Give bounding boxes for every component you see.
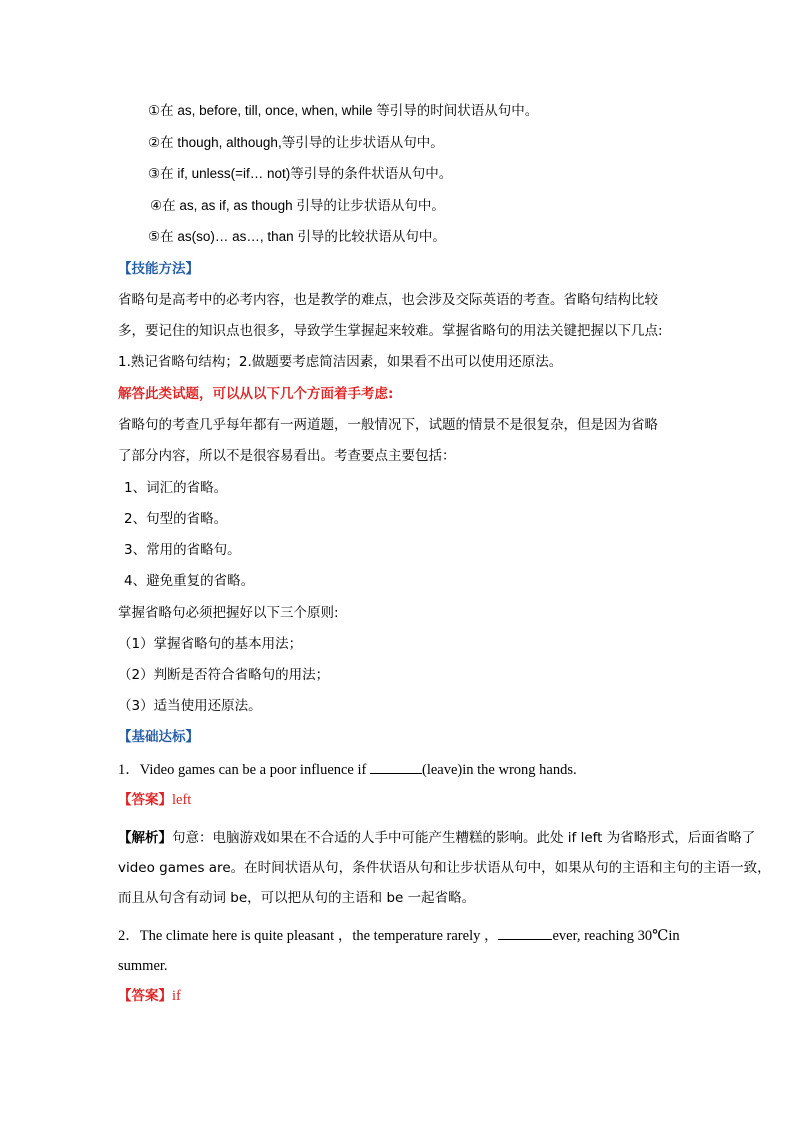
answer-1-label: 【答案】 — [118, 792, 172, 808]
analysis-1-line-1 — [118, 828, 755, 848]
question-2-after: ever, reaching 30℃in — [552, 928, 680, 944]
answer-2 — [118, 986, 181, 1006]
approach-point-4: 4、避免重复的省略。 — [124, 573, 255, 589]
question-1-after: (leave)in the wrong hands. — [421, 762, 577, 778]
principle-2: （2）判断是否符合省略句的用法； — [118, 667, 330, 683]
question-2-before: 2．The climate here is quite pleasant ，the temperature rarely ， — [118, 928, 499, 944]
question-1-blank — [370, 759, 422, 774]
approach-point-3: 3、常用的省略句。 — [124, 542, 241, 558]
principle-1: （1）掌握省略句的基本用法； — [118, 636, 303, 652]
analysis-1-line-3: 而且从句含有动词 be，可以把从句的主语和 be 一起省略。 — [118, 890, 476, 906]
approach-point-2: 2、句型的省略。 — [124, 511, 228, 527]
approach-heading: 解答此类试题，可以从以下几个方面着手考虑: — [118, 386, 394, 402]
answer-2-label: 【答案】 — [118, 988, 172, 1004]
analysis-1-line-2: video games are。在时间状语从句，条件状语从句和让步状语从句中，如果从句的主语和主句的主语一致， — [118, 860, 771, 876]
rule-2: ②在 though, although,等引导的让步状语从句中。 — [148, 135, 444, 150]
question-1-before: 1．Video games can be a poor influence if — [118, 762, 370, 778]
answer-2-value: if — [172, 988, 181, 1004]
skills-line-2: 多，要记住的知识点也很多，导致学生掌握起来较难。掌握省略句的用法关键把握以下几点: — [118, 323, 663, 339]
answer-1 — [118, 790, 191, 810]
skills-line-3: 1.熟记省略句结构；2.做题要考虑简洁因素，如果看不出可以使用还原法。 — [118, 354, 563, 370]
approach-line-2: 了部分内容，所以不是很容易看出。考查要点主要包括： — [118, 448, 456, 464]
approach-point-1: 1、词汇的省略。 — [124, 480, 228, 496]
skills-line-1: 省略句是高考中的必考内容，也是教学的难点，也会涉及交际英语的考查。省略句结构比较 — [118, 292, 658, 308]
analysis-1-label: 【解析】 — [118, 830, 172, 846]
question-1 — [118, 759, 577, 780]
question-2-line-2: summer. — [118, 958, 168, 974]
basics-heading: 【基础达标】 — [118, 729, 199, 745]
skills-heading: 【技能方法】 — [118, 261, 199, 277]
approach-line-1: 省略句的考查几乎每年都有一两道题，一般情况下，试题的情景不是很复杂，但是因为省略 — [118, 417, 658, 433]
rule-5: ⑤在 as(so)… as…, than 引导的比较状语从句中。 — [148, 229, 446, 244]
answer-1-value: left — [172, 792, 192, 808]
principle-3: （3）适当使用还原法。 — [118, 698, 262, 714]
question-2 — [118, 925, 680, 946]
rule-4: ④在 as, as if, as though 引导的让步状语从句中。 — [150, 198, 445, 213]
principles-intro: 掌握省略句必须把握好以下三个原则: — [118, 605, 339, 621]
question-2-blank — [498, 925, 552, 940]
analysis-1-text-1: 句意：电脑游戏如果在不合适的人手中可能产生糟糕的影响。此处 if left 为省略形式，后面省略了 — [172, 830, 756, 846]
rule-1: ①在 as, before, till, once, when, while 等引导的时间状语从句中。 — [148, 103, 539, 118]
rule-3: ③在 if, unless(=if… not)等引导的条件状语从句中。 — [148, 166, 453, 181]
